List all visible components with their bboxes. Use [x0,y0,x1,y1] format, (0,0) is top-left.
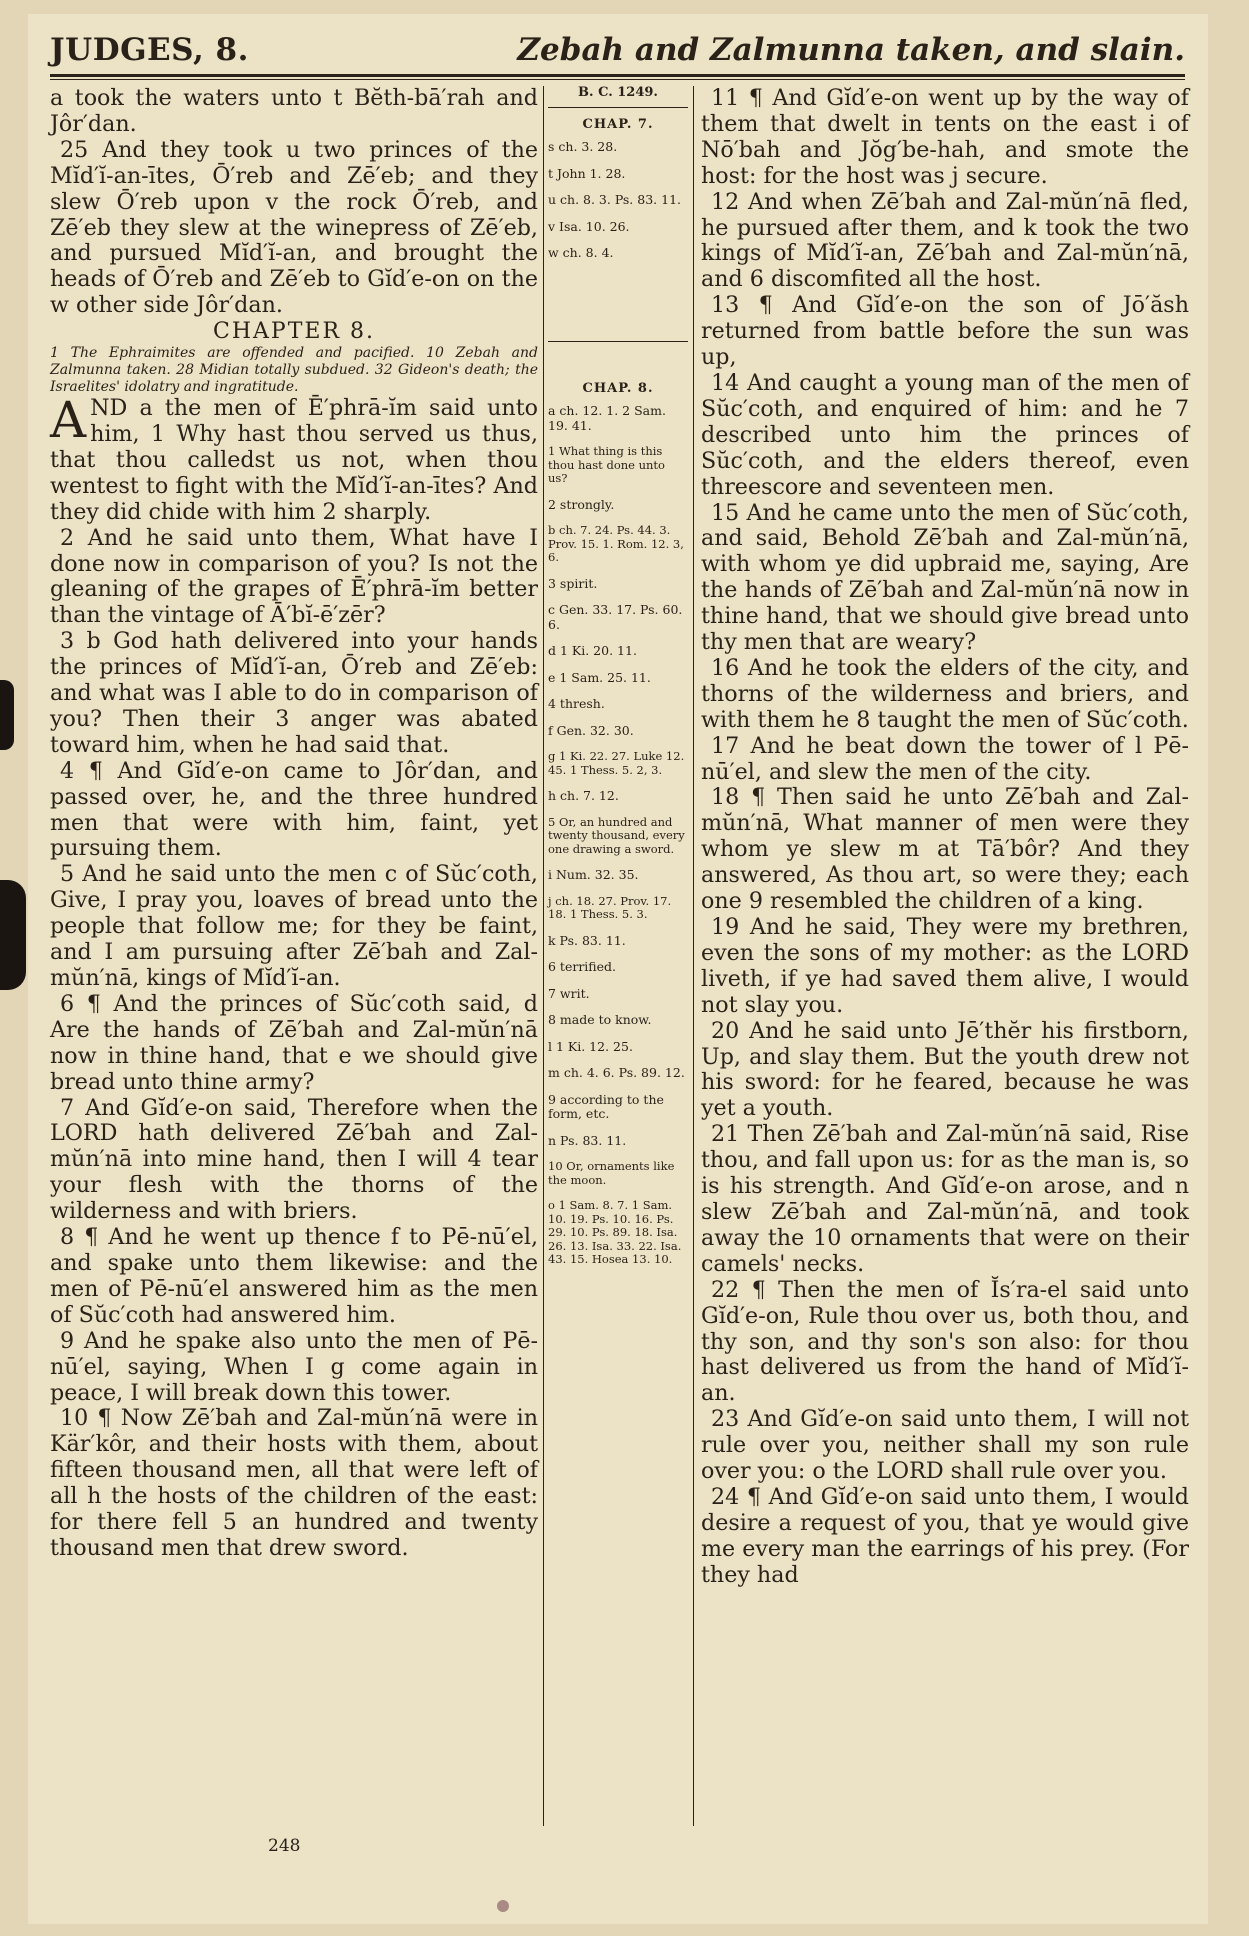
cross-reference: j ch. 18. 27. Prov. 17. 18. 1 Thess. 5. 3. [548,893,672,921]
header-rule-thin [50,79,1185,80]
verse-1 [50,391,538,526]
cross-reference: a ch. 12. 1. 2 Sam. 19. 41. [548,403,666,433]
cross-reference: 4 thresh. [548,696,605,711]
left-text-column [50,86,538,1562]
cross-reference: b ch. 7. 24. Ps. 44. 3. Prov. 15. 1. Rom. 12. 3, 6. [548,523,684,564]
verse-16: 16 And he took the elders of the city, and thorns of the wilderness and briers, and with them he 8 taught the men of Sŭc′coth. [701,654,1189,733]
cross-reference: e 1 Sam. 25. 11. [548,669,651,685]
ref-list-chapter-8 [548,404,688,1267]
verse-18: 18 ¶ Then said he unto Zē′bah and Zal-mŭn′nā, What manner of men were they whom ye slew m at Tā′bôr? And they answered, As thou art, so were they; each one 9 resembled the children of a king. [701,784,1189,915]
cross-reference: c Gen. 33. 17. Ps. 60. 6. [548,602,683,632]
cross-reference: i Num. 32. 35. [548,867,639,882]
verse-11: 11 ¶ And Gĭd′e-on went up by the way of them that dwelt in tents on the east i of Nō′bah and Jŏg′be-hah, and smote the host: for the host was j secure. [701,85,1189,189]
thumb-index-tab [0,880,26,990]
verse-20: 20 And he said unto Jē′thĕr his firstborn, Up, and slay them. But the youth drew not his sword: for he feared, because he was yet a youth. [701,1017,1189,1122]
verse-23: 23 And Gĭd′e-on said unto them, I will not rule over you, neither shall my son rule over you: o the LORD shall rule over you. [701,1406,1189,1485]
cross-reference: g 1 Ki. 22. 27. Luke 12. 45. 1 Thess. 5. 2, 3. [548,749,685,777]
ref-chapter-8: CHAP. 8. [582,380,654,396]
date-label: B. C. 1249. [578,85,658,100]
cross-reference: 8 made to know. [548,1012,652,1027]
cross-reference: 5 Or, an hundred and twenty thousand, every one drawing a sword. [548,814,685,856]
cross-reference: h ch. 7. 12. [548,788,619,803]
ink-spot [497,1900,509,1912]
verse-21: 21 Then Zē′bah and Zal-mŭn′nā said, Rise thou, and fall upon us: for as the man is, so is his strength. And Gĭd′e-on arose, and n slew Zē′bah and Zal-mŭn′nā, and took away the 10 ornaments that were on their camels' necks. [701,1121,1189,1277]
ref-list-chapter-7 [548,140,688,261]
verse-19: 19 And he said, They were my brethren, even the sons of my mother: as the LORD liveth, if ye had saved them alive, I would not slay you. [701,914,1189,1018]
verse-9: 9 And he spake also unto the men of Pē-nū′el, saying, When I g come again in peace, I will break down this tower. [50,1327,538,1406]
thumb-index-tab [0,680,14,750]
cross-reference: l 1 Ki. 12. 25. [548,1038,633,1054]
verse-22: 22 ¶ Then the men of Ĭs′ra-el said unto Gĭd′e-on, Rule thou over us, both thou, and thy son, and thy son's son also: for thou hast delivered us from the hand of Mĭd′ĭ-an. [701,1276,1189,1407]
verse-25: 25 And they took u two princes of the Mĭd′ĭ-an-ītes, Ō′reb and Zē′eb; and they slew Ō′reb upon v the rock Ō′reb, and Zē′eb they slew at the winepress of Zē′eb, and pursued Mĭd′ĭ-an, and brought the heads of Ō′reb and Zē′eb to Gĭd′e-on on the w other side Jôr′dan. [50,136,538,319]
cross-reference: v Isa. 10. 26. [548,218,630,234]
ref-chapter-7: CHAP. 7. [582,116,654,132]
cross-reference: f Gen. 32. 30. [548,722,634,738]
verse-3: 3 b God hath delivered into your hands the princes of Mĭd′ĭ-an, Ō′reb and Zē′eb: and what was I able to do in comparison of you? Then their 3 anger was abated toward him, when he had said that. [50,628,538,758]
right-text-column [701,86,1189,1589]
cross-reference-column [548,86,688,1279]
cross-reference: 6 terrified. [548,959,617,974]
book-chapter-heading: JUDGES, 8. [50,32,249,68]
ref-rule [548,341,688,342]
running-header [50,32,1185,72]
verse-14: 14 And caught a young man of the men of Sŭc′coth, and enquired of him: and he 7 described unto him the princes of Sŭc′coth, and the elders thereof, even threescore and seventeen men. [701,369,1189,500]
cross-reference: 10 Or, ornaments like the moon. [548,1159,675,1187]
verse-6: 6 ¶ And the princes of Sŭc′coth said, d Are the hands of Zē′bah and Zal-mŭn′nā now in thine hand, that e we should give bread unto thine army? [50,990,538,1095]
cross-reference: 9 according to the form, etc. [548,1091,664,1121]
verse-4: 4 ¶ And Gĭd′e-on came to Jôr′dan, and passed over, he, and the three hundred men that were with him, faint, yet pursuing them. [50,757,538,862]
verse-1-text: ND a the men of Ē′phrā-ĭm said unto him, 1 Why hast thou served us thus, that thou calledst us not, when thou wentest to fight with the Mĭd′ĭ-an-ītes? And they did chide with him 2 sharply. [50,395,538,525]
verse-5: 5 And he said unto the men c of Sŭc′coth, Give, I pray you, loaves of bread unto the people that follow me; for they be faint, and I am pursuing after Zē′bah and Zal-mŭn′nā, kings of Mĭd′ĭ-an. [50,861,538,991]
cross-reference: 1 What thing is this thou hast done unto us? [548,444,665,485]
cross-reference: d 1 Ki. 20. 11. [548,643,637,658]
cross-reference: t John 1. 28. [548,165,626,181]
cross-reference: m ch. 4. 6. Ps. 89. 12. [548,1065,685,1080]
chapter-summary: 1 The Ephraimites are offended and pacified. 10 Zebah and Zalmunna taken. 28 Midian totally subdued. 32 Gideon's death; the Israelites' idolatry and ingratitude. [50,345,538,396]
drop-cap: A [50,391,87,450]
verse-15: 15 And he came unto the men of Sŭc′coth, and said, Behold Zē′bah and Zal-mŭn′nā, with whom ye did upbraid me, saying, Are the hands of Zē′bah and Zal-mŭn′nā now in thine hand, that we should give bread unto thy men that are weary? [701,499,1189,656]
verse-8: 8 ¶ And he went up thence f to Pē-nū′el, and spake unto them likewise: and the men of Pē-nū′el answered him as the men of Sŭc′coth had answered him. [50,1224,538,1328]
verse-24: 24 ¶ And Gĭd′e-on said unto them, I would desire a request of you, that ye would give me every man the earrings of his prey. (For they had [701,1483,1189,1588]
chapter-title: CHAPTER 8. [213,319,375,345]
verse-10: 10 ¶ Now Zē′bah and Zal-mŭn′nā were in Kär′kôr, and their hosts with them, about fifteen thousand men, all that were left of all h the hosts of the children of the east: for there fell 5 an hundred and twenty thousand men that drew sword. [50,1405,538,1561]
cross-reference: u ch. 8. 3. Ps. 83. 11. [548,192,681,207]
verse-17: 17 And he beat down the tower of l Pē-nū′el, and slew the men of the city. [701,732,1189,785]
page-summary-heading: Zebah and Zalmunna taken, and slain. [517,32,1185,68]
page-number: 248 [268,1836,301,1856]
cross-reference: 2 strongly. [548,496,615,512]
cross-reference: 7 writ. [548,985,590,1001]
verse-7: 7 And Gĭd′e-on said, Therefore when the LORD hath delivered Zē′bah and Zal-mŭn′nā into mine hand, then I will 4 tear your flesh with the thorns of the wilderness and with briers. [50,1094,538,1225]
verse-13: 13 ¶ And Gĭd′e-on the son of Jō′ăsh returned from battle before the sun was up, [701,292,1189,371]
ref-rule [548,107,688,108]
cross-reference: w ch. 8. 4. [548,245,614,260]
cross-reference: o 1 Sam. 8. 7. 1 Sam. 10. 19. Ps. 10. 16. Ps. 29. 10. Ps. 89. 18. Isa. 26. 13. Isa. 33. 22. Isa. 43. 15. Hosea 13. 10. [548,1198,682,1266]
cross-reference: k Ps. 83. 11. [548,932,626,948]
column-divider [543,86,544,1826]
cross-reference: n Ps. 83. 11. [548,1132,627,1148]
column-divider [693,86,694,1826]
verse-continuation: a took the waters unto t Bĕth-bā′rah and Jôr′dan. [50,85,538,137]
header-rule [50,74,1185,77]
verse-2: 2 And he said unto them, What have I done now in comparison of you? Is not the gleaning of the grapes of Ē′phrā-ĭm better than the vintage of Ā′bĭ-ē′zēr? [50,524,538,629]
cross-reference: 3 spirit. [548,575,598,591]
cross-reference: s ch. 3. 28. [548,139,618,154]
verse-12: 12 And when Zē′bah and Zal-mŭn′nā fled, he pursued after them, and k took the two kings of Mĭd′ĭ-an, Zē′bah and Zal-mŭn′nā, and 6 discomfited all the host. [701,188,1189,293]
